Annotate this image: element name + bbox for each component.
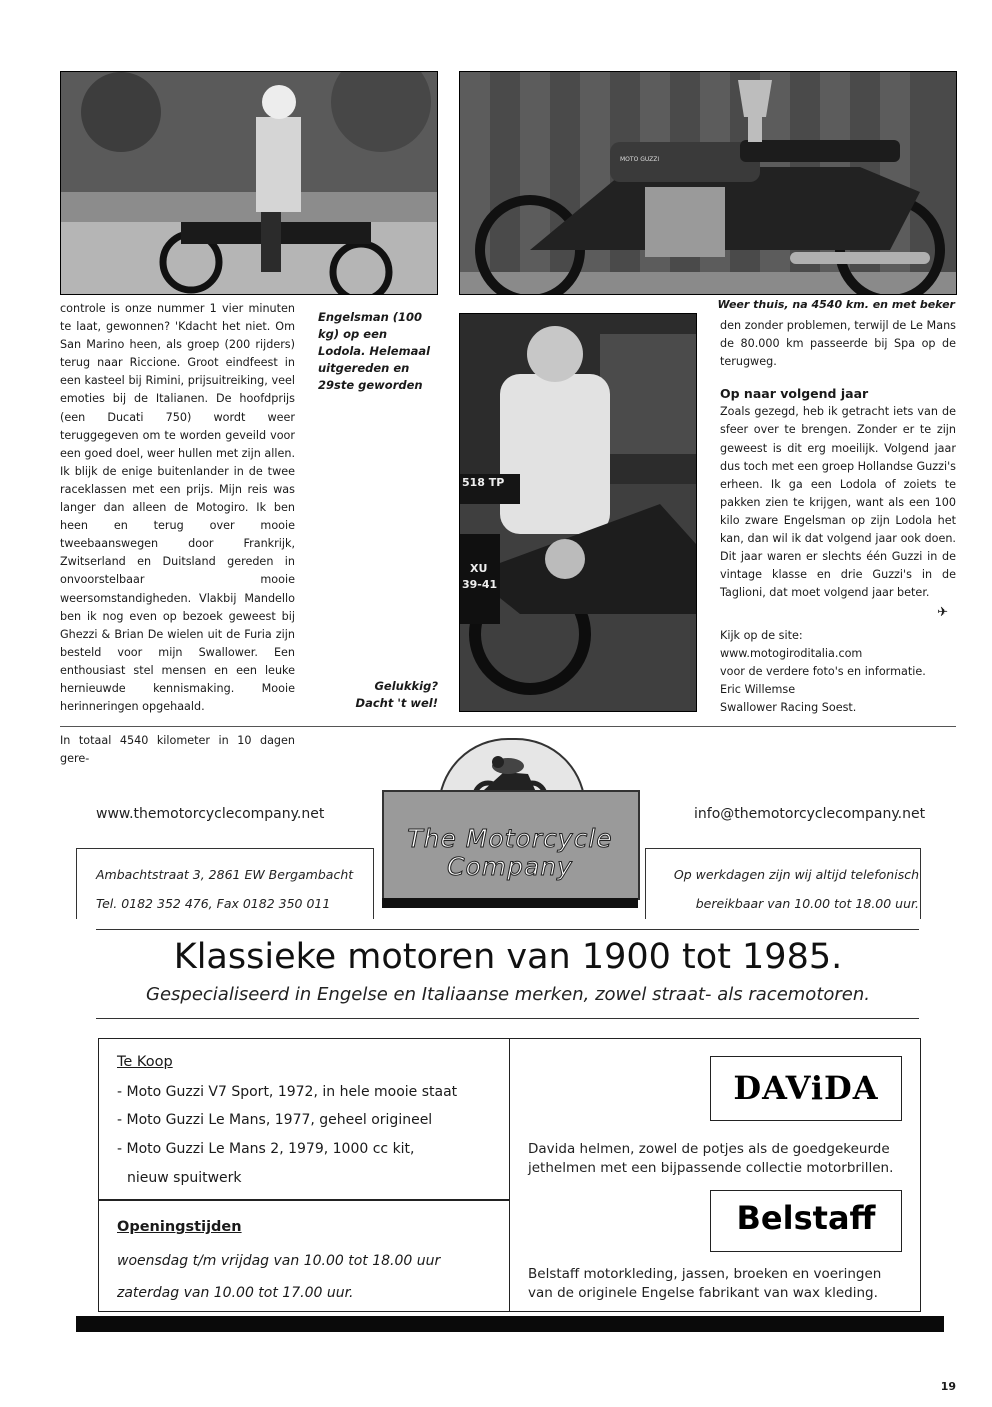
- author-name: Eric Willemse: [720, 682, 796, 696]
- ad-email[interactable]: info@themotorcyclecompany.net: [694, 806, 926, 822]
- article-column-3: [720, 317, 956, 717]
- number-plate-1: 518 TP: [462, 476, 505, 489]
- belstaff-logo-box: [710, 1190, 902, 1252]
- heading-volgend-jaar: Op naar volgend jaar: [720, 386, 869, 402]
- page-number: 19: [940, 1380, 956, 1393]
- openingstijden-title: Openingstijden: [117, 1219, 242, 1235]
- guzzi-eagle-icon: ✈: [937, 605, 948, 621]
- number-plate-3: 39-41: [462, 578, 498, 591]
- caption-weer-thuis: Weer thuis, na 4540 km. en met beker: [717, 298, 955, 311]
- article-column-1: [60, 300, 295, 768]
- te-koop-title: Te Koop: [117, 1054, 173, 1070]
- col1-paragraph-2: In totaal 4540 kilometer in 10 dagen gere-: [60, 734, 295, 766]
- company-logo: [382, 738, 638, 908]
- col3-paragraph-1: den zonder problemen, terwijl de Le Mans de 80.000 km passeerde bij Spa op de terugweg.: [720, 319, 956, 369]
- author-org: Swallower Racing Soest.: [720, 700, 857, 714]
- ad-bottom-bar: [76, 1316, 944, 1332]
- te-koop-item-3: - Moto Guzzi Le Mans 2, 1979, 1000 cc kit,: [117, 1141, 415, 1157]
- logo-bottom-bar: [382, 898, 638, 908]
- article-bottom-rule: [60, 726, 956, 727]
- logo-text-line1: The Motorcycle: [407, 824, 613, 853]
- davida-text: Davida helmen, zowel de potjes als de goedgekeurde jethelmen met een bijpassende collectie motorbrillen.: [528, 1141, 894, 1176]
- number-plate-2: XU: [470, 562, 488, 575]
- caption-gelukkig: Gelukkig? Dacht 't wel!: [355, 679, 438, 710]
- ad-hours-note-line2: bereikbaar van 10.00 tot 18.00 uur.: [695, 896, 919, 911]
- belstaff-logo: Belstaff: [736, 1199, 876, 1237]
- ad-rule-2: [96, 1018, 919, 1019]
- te-koop-item-2: - Moto Guzzi Le Mans, 1977, geheel origineel: [117, 1112, 433, 1128]
- tank-lettering: MOTO GUZZI: [620, 156, 660, 163]
- te-koop-item-1: - Moto Guzzi V7 Sport, 1972, in hele mooie staat: [117, 1084, 458, 1100]
- logo-text-line2: Company: [447, 852, 573, 881]
- photo-smiling-rider-with-bike: [459, 313, 697, 712]
- te-koop-box: [98, 1038, 509, 1201]
- ad-headline: Klassieke motoren van 1900 tot 1985.: [173, 937, 843, 977]
- davida-logo: DAViDA: [733, 1069, 879, 1107]
- col3-paragraph-2: Zoals gezegd, heb ik getracht iets van de sfeer over te brengen. Zonder er te zijn geweest is dit erg moeilijk. Volgend jaar dus toch met een groep Hollandse Guzzi's erheen. Ik ga een Lodola of zoiets te pakken zien te krijgen, want als een 100 kilo zware Engelsman op zijn Lodola het kan, dan wil ik dat volgend jaar ook doen. Dit jaar waren er slechts één Guzzi in de vintage klasse en drie Guzzi's in de Taglioni, dat moet volgend jaar beter.: [720, 405, 956, 600]
- belstaff-text: Belstaff motorkleding, jassen, broeken en voeringen van de originele Engelse fabrikant van wax kleding.: [528, 1266, 882, 1301]
- ad-phone: Tel. 0182 352 476, Fax 0182 350 011: [96, 896, 331, 911]
- ad-website[interactable]: www.themotorcyclecompany.net: [96, 806, 325, 822]
- caption-engelsman: Engelsman (100 kg) op een Lodola. Helemaal uitgereden en 29ste geworden: [318, 310, 431, 392]
- site-intro: Kijk op de site:: [720, 628, 803, 642]
- ad-subheadline: Gespecialiseerd in Engelse en Italiaanse merken, zowel straat- als racemotoren.: [146, 984, 870, 1005]
- ad-hours-note-line1: Op werkdagen zijn wij altijd telefonisch: [673, 867, 919, 882]
- photo-motorcycle-with-trophy: [459, 71, 957, 295]
- openingstijden-line-1: woensdag t/m vrijdag van 10.00 tot 18.00 uur: [117, 1253, 441, 1269]
- photo-rider-on-lodola: [60, 71, 438, 295]
- ad-address: Ambachtstraat 3, 2861 EW Bergambacht: [96, 867, 354, 882]
- col1-paragraph-1: controle is onze nummer 1 vier minuten te laat, gewonnen? 'Kdacht het niet. Om San Marino heen, als groep (200 rijders) terug naar Riccione. Groot eindfeest in een kasteel bij Rimini, prijsuitreiking, veel emoties bij de Italianen. De hoofdprijs (een Ducati 750) wordt weer teruggegeven om te worden geveild voor een goed doel, weer hullen met zijn allen. Ik blijk de enige buitenlander in de twee raceklassen met een prijs. Mijn reis was langer dan alleen de Motogiro. Ik ben heen en terug over mooie tweebaanswegen door Frankrijk, Zwitserland en Duitsland gereden in onvoorstelbaar mooie weersomstandigheden. Vlakbij Mandello ben ik nog even op bezoek geweest bij Ghezzi & Brian De wielen uit de Furia zijn besteld voor mijn Swallower. Een enthousiast stel mensen en een leuke hernieuwde kennismaking. Mooie herinneringen opgehaald.: [60, 302, 296, 714]
- brands-box: [509, 1038, 921, 1312]
- openingstijden-line-2: zaterdag van 10.00 tot 17.00 uur.: [117, 1285, 354, 1301]
- davida-logo-box: [710, 1056, 902, 1121]
- site-more: voor de verdere foto's en informatie.: [720, 664, 926, 678]
- openingstijden-box: [98, 1199, 509, 1312]
- te-koop-item-4: nieuw spuitwerk: [127, 1170, 242, 1186]
- ad-rule-1: [96, 929, 919, 930]
- site-url[interactable]: www.motogiroditalia.com: [720, 646, 863, 660]
